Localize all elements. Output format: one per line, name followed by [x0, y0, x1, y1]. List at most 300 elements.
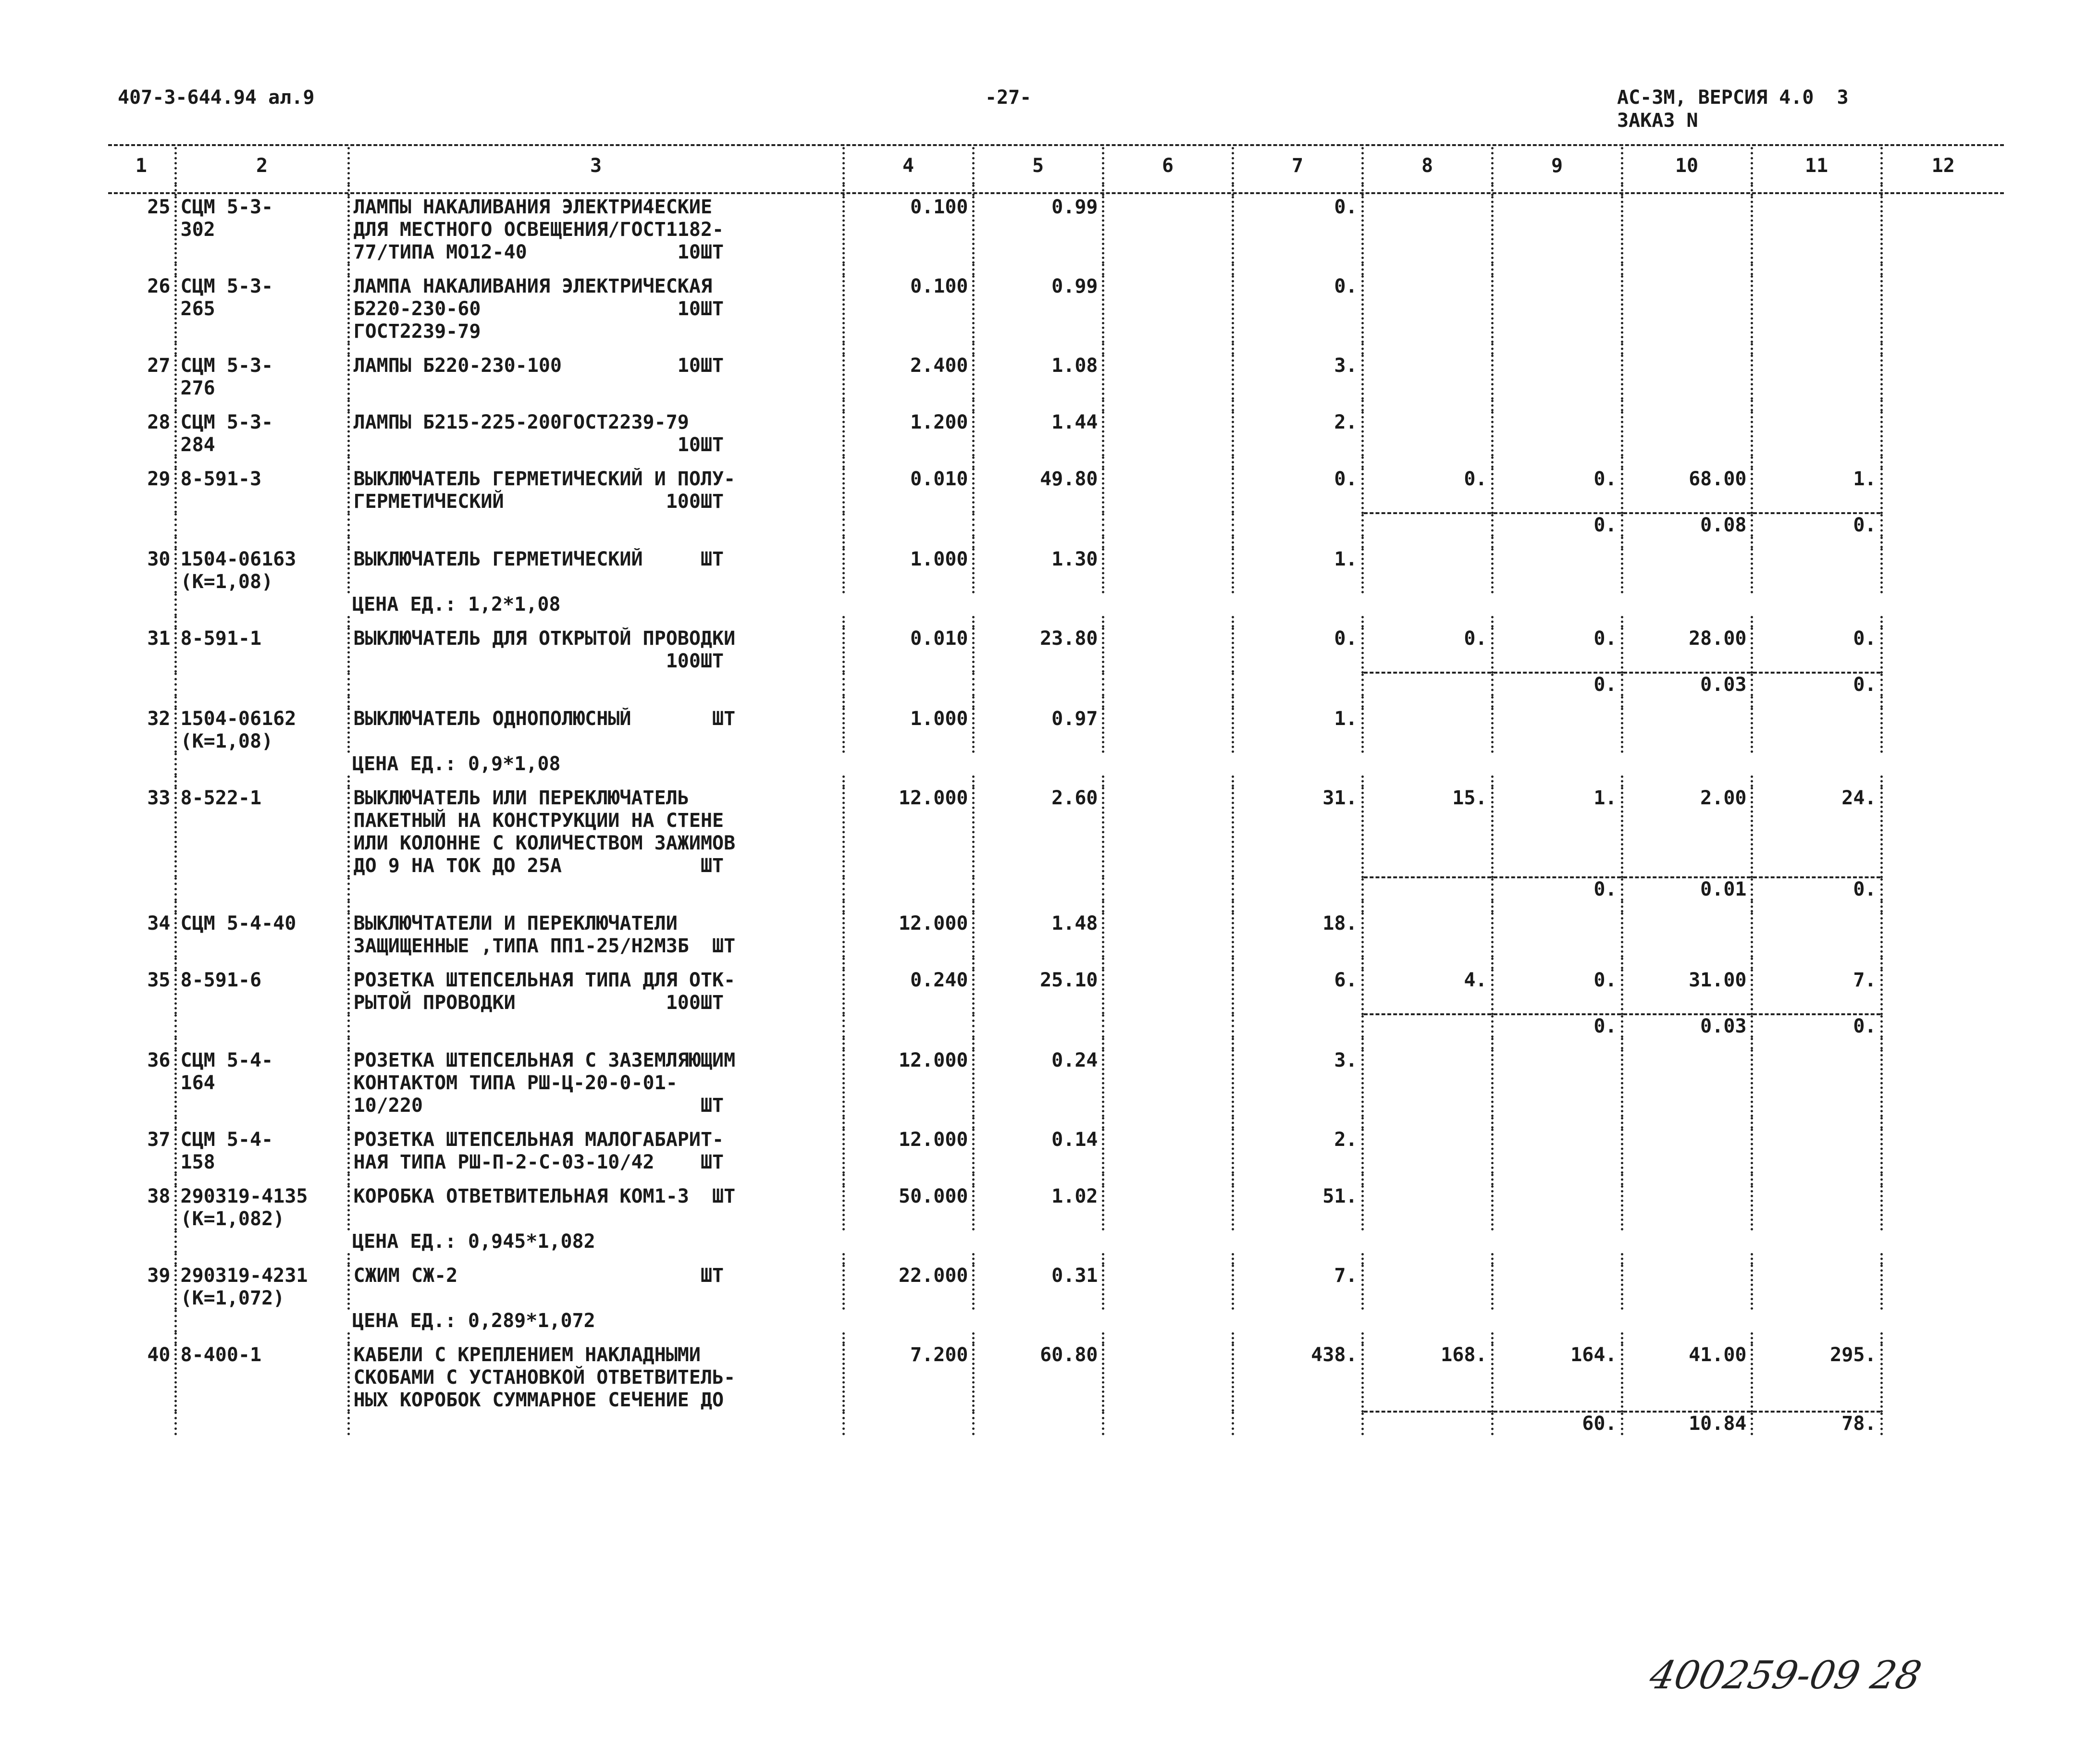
cell-c8	[1362, 708, 1492, 753]
cell-c11	[1752, 912, 1881, 958]
cell-c8	[1362, 355, 1492, 400]
cell-code: СЦМ 5-3- 302	[175, 196, 348, 264]
cell-c4: 12.000	[843, 1129, 973, 1174]
cell-c12	[1881, 1185, 2004, 1230]
cell-n: 34	[147, 912, 171, 935]
cell-c6	[1103, 355, 1233, 400]
cell-c6	[1103, 1344, 1233, 1412]
cell-c12	[1881, 708, 2004, 753]
cell-c12	[1881, 1049, 2004, 1117]
cell-code: 8-591-3	[175, 468, 348, 513]
column-header-row	[108, 147, 2004, 185]
cell-desc: РОЗЕТКА ШТЕПСЕЛЬНАЯ ТИПА ДЛЯ ОТК- РЫТОЙ ПРОВОДКИ 100ШТ	[348, 969, 843, 1014]
cell-c5: 1.44	[973, 411, 1103, 456]
cell-c7: 438.	[1233, 1344, 1362, 1412]
col-header: 5	[973, 147, 1103, 185]
cell-c11: 1.	[1752, 468, 1881, 513]
cell-c11	[1752, 275, 1881, 343]
cell-c9: 1.	[1492, 787, 1622, 877]
cell-c8	[1362, 411, 1492, 456]
top-rule	[108, 144, 2004, 146]
cell-code: 8-400-1	[175, 1344, 348, 1412]
cell-c7: 31.	[1233, 787, 1362, 877]
subcell-c7	[1233, 513, 1362, 537]
unit-price: ЦЕНА ЕД.: 0,9*1,08	[352, 753, 561, 775]
cell-c6	[1103, 411, 1233, 456]
subtotal-row	[108, 1014, 2004, 1038]
subcell-c9: 0.	[1492, 673, 1622, 696]
subcell-n	[108, 1014, 175, 1038]
cell-c10	[1622, 1129, 1752, 1174]
cell-c5: 1.02	[973, 1185, 1103, 1230]
cell-c10	[1622, 275, 1752, 343]
cell-c10: 28.00	[1622, 627, 1752, 673]
cell-c9: 0.	[1492, 627, 1622, 673]
table-row	[108, 355, 2004, 400]
cell-desc: КОРОБКА ОТВЕТВИТЕЛЬНАЯ КОМ1-3 ШТ	[348, 1185, 843, 1230]
cell-code: СЦМ 5-4- 158	[175, 1129, 348, 1174]
cell-c4: 12.000	[843, 912, 973, 958]
subcell-c10: 0.03	[1622, 673, 1752, 696]
subcell-c10: 0.08	[1622, 513, 1752, 537]
cell-c5: 0.24	[973, 1049, 1103, 1117]
row-spacer	[108, 343, 2004, 355]
cell-c10	[1622, 708, 1752, 753]
cell-c7: 7.	[1233, 1265, 1362, 1310]
cell-c6	[1103, 275, 1233, 343]
cell-c11: 24.	[1752, 787, 1881, 877]
cell-c4: 0.100	[843, 196, 973, 264]
cell-c10	[1622, 1049, 1752, 1117]
table-row	[108, 275, 2004, 343]
cell-n: 28	[147, 411, 171, 433]
col-header: 9	[1492, 147, 1622, 185]
cell-c8: 4.	[1362, 969, 1492, 1014]
subcell-c12	[1881, 1014, 2004, 1038]
col-header: 6	[1103, 147, 1233, 185]
row-spacer	[108, 264, 2004, 275]
cell-desc: ЛАМПЫ Б215-225-200ГОСТ2239-79 10ШТ	[348, 411, 843, 456]
cell-c9	[1492, 1265, 1622, 1310]
col-header: 2	[175, 147, 348, 185]
cell-desc: ВЫКЛЮЧАТЕЛЬ ОДНОПОЛЮСНЫЙ ШТ	[348, 708, 843, 753]
cell-n: 29	[147, 468, 171, 490]
cell-desc: ВЫКЛЮЧАТЕЛЬ ГЕРМЕТИЧЕСКИЙ И ПОЛУ- ГЕРМЕТИЧЕСКИЙ 100ШТ	[348, 468, 843, 513]
table-row	[108, 468, 2004, 513]
cell-c9: 164.	[1492, 1344, 1622, 1412]
cell-code: СЦМ 5-4- 164	[175, 1049, 348, 1117]
cell-c8	[1362, 1265, 1492, 1310]
cell-c7: 1.	[1233, 708, 1362, 753]
page-number: -27-	[985, 86, 1032, 109]
table-row	[108, 411, 2004, 456]
subcell-c11: 0.	[1752, 877, 1881, 901]
cell-c6	[1103, 1049, 1233, 1117]
subcell-c8	[1362, 1014, 1492, 1038]
cell-code: 290319-4231 (K=1,072)	[175, 1265, 348, 1310]
subcell-c4	[843, 877, 973, 901]
cell-c7: 0.	[1233, 627, 1362, 673]
subcell-c5	[973, 513, 1103, 537]
cell-c12	[1881, 627, 2004, 673]
cell-c6	[1103, 1129, 1233, 1174]
row-spacer	[108, 901, 2004, 912]
cell-c11: 0.	[1752, 627, 1881, 673]
cell-c5: 23.80	[973, 627, 1103, 673]
cell-c12	[1881, 196, 2004, 264]
cell-c5: 1.48	[973, 912, 1103, 958]
cell-c11	[1752, 1185, 1881, 1230]
cell-c7: 0.	[1233, 468, 1362, 513]
cell-c6	[1103, 1185, 1233, 1230]
cell-c6	[1103, 548, 1233, 593]
cell-code: СЦМ 5-3- 276	[175, 355, 348, 400]
cell-c11: 7.	[1752, 969, 1881, 1014]
subcell-code	[175, 1412, 348, 1435]
cell-c4: 1.200	[843, 411, 973, 456]
cell-c7: 51.	[1233, 1185, 1362, 1230]
cell-c10	[1622, 912, 1752, 958]
cell-c6	[1103, 627, 1233, 673]
cell-n: 30	[147, 548, 171, 570]
subcell-c5	[973, 1014, 1103, 1038]
cell-c11	[1752, 196, 1881, 264]
cell-c7: 0.	[1233, 196, 1362, 264]
cell-c4: 1.000	[843, 548, 973, 593]
system-version: АС-3М, ВЕРСИЯ 4.0 3	[1617, 86, 1849, 109]
cell-c11	[1752, 411, 1881, 456]
cell-n: 32	[147, 708, 171, 730]
subcell-c4	[843, 513, 973, 537]
subcell-c7	[1233, 877, 1362, 901]
cell-c10	[1622, 1265, 1752, 1310]
cell-c5: 49.80	[973, 468, 1103, 513]
col-header: 3	[348, 147, 843, 185]
cell-c4: 7.200	[843, 1344, 973, 1412]
cell-c9: 0.	[1492, 969, 1622, 1014]
cell-c5: 0.99	[973, 196, 1103, 264]
cell-c5: 1.30	[973, 548, 1103, 593]
cell-c6	[1103, 787, 1233, 877]
cell-n: 26	[147, 275, 171, 297]
cell-c9	[1492, 1129, 1622, 1174]
cell-c8	[1362, 1185, 1492, 1230]
cell-c7: 3.	[1233, 1049, 1362, 1117]
table-row	[108, 708, 2004, 753]
cell-c7: 18.	[1233, 912, 1362, 958]
subcell-c10: 0.01	[1622, 877, 1752, 901]
subcell-desc	[348, 513, 843, 537]
cell-c4: 0.010	[843, 627, 973, 673]
subcell-c10: 10.84	[1622, 1412, 1752, 1435]
cell-c6	[1103, 969, 1233, 1014]
row-spacer	[108, 1174, 2004, 1185]
cell-code: 8-591-6	[175, 969, 348, 1014]
cell-c10	[1622, 548, 1752, 593]
cell-c11	[1752, 1265, 1881, 1310]
cell-c6	[1103, 912, 1233, 958]
cell-c5: 1.08	[973, 355, 1103, 400]
table-row	[108, 627, 2004, 673]
subcell-n	[108, 673, 175, 696]
subcell-c11: 0.	[1752, 1014, 1881, 1038]
unit-price: ЦЕНА ЕД.: 1,2*1,08	[352, 593, 561, 615]
cell-c5: 2.60	[973, 787, 1103, 877]
cell-c6	[1103, 196, 1233, 264]
cell-c10	[1622, 411, 1752, 456]
cell-c4: 12.000	[843, 787, 973, 877]
subcell-c5	[973, 1412, 1103, 1435]
row-spacer	[108, 1038, 2004, 1049]
cell-c12	[1881, 1265, 2004, 1310]
row-spacer	[108, 958, 2004, 969]
row-spacer	[108, 400, 2004, 411]
subcell-c7	[1233, 1412, 1362, 1435]
cell-n: 36	[147, 1049, 171, 1071]
cell-desc: ВЫКЛЮЧАТЕЛЬ ДЛЯ ОТКРЫТОЙ ПРОВОДКИ 100ШТ	[348, 627, 843, 673]
cell-desc: РОЗЕТКА ШТЕПСЕЛЬНАЯ МАЛОГАБАРИТ- НАЯ ТИПА РШ-П-2-С-03-10/42 ШТ	[348, 1129, 843, 1174]
cell-n: 31	[147, 627, 171, 650]
cell-c5: 0.97	[973, 708, 1103, 753]
cell-c6	[1103, 468, 1233, 513]
cell-desc: ЛАМПЫ Б220-230-100 10ШТ	[348, 355, 843, 400]
subcell-n	[108, 513, 175, 537]
subcell-code	[175, 877, 348, 901]
subcell-desc	[348, 1412, 843, 1435]
cell-c11	[1752, 708, 1881, 753]
subcell-c4	[843, 1412, 973, 1435]
subcell-c11: 0.	[1752, 513, 1881, 537]
cell-n: 25	[147, 196, 171, 218]
cell-c8	[1362, 1049, 1492, 1117]
subcell-c9: 0.	[1492, 513, 1622, 537]
unit-price: ЦЕНА ЕД.: 0,289*1,072	[352, 1310, 595, 1332]
cell-c7: 1.	[1233, 548, 1362, 593]
cell-c7: 2.	[1233, 1129, 1362, 1174]
cell-c9	[1492, 708, 1622, 753]
unit-price-row	[108, 1310, 2004, 1332]
cell-code: СЦМ 5-3- 284	[175, 411, 348, 456]
subcell-c12	[1881, 513, 2004, 537]
cell-c12	[1881, 355, 2004, 400]
cell-c8	[1362, 912, 1492, 958]
subcell-code	[175, 673, 348, 696]
cell-code: 8-522-1	[175, 787, 348, 877]
col-header: 1	[135, 154, 147, 177]
subtotal-row	[108, 673, 2004, 696]
table-row	[108, 1185, 2004, 1230]
cell-c12	[1881, 275, 2004, 343]
subcell-n	[108, 877, 175, 901]
col-header: 8	[1362, 147, 1492, 185]
row-spacer	[108, 1253, 2004, 1265]
cell-code: СЦМ 5-3- 265	[175, 275, 348, 343]
cell-c5: 0.31	[973, 1265, 1103, 1310]
cell-c9	[1492, 275, 1622, 343]
cell-c12	[1881, 787, 2004, 877]
table-row	[108, 1265, 2004, 1310]
cell-n: 37	[147, 1129, 171, 1151]
table-row	[108, 1344, 2004, 1412]
subcell-c8	[1362, 673, 1492, 696]
row-spacer	[108, 696, 2004, 708]
cell-c10: 68.00	[1622, 468, 1752, 513]
table-row	[108, 969, 2004, 1014]
cell-c10: 2.00	[1622, 787, 1752, 877]
cell-c9	[1492, 548, 1622, 593]
cell-c6	[1103, 708, 1233, 753]
cell-c10: 31.00	[1622, 969, 1752, 1014]
col-header: 7	[1233, 147, 1362, 185]
estimate-table	[108, 147, 2004, 1435]
row-spacer	[108, 1117, 2004, 1129]
cell-c9	[1492, 1049, 1622, 1117]
cell-c11	[1752, 548, 1881, 593]
col-header: 10	[1622, 147, 1752, 185]
cell-c8: 15.	[1362, 787, 1492, 877]
cell-c8	[1362, 1129, 1492, 1174]
cell-c10	[1622, 196, 1752, 264]
cell-code: 1504-06163 (K=1,08)	[175, 548, 348, 593]
cell-c7: 3.	[1233, 355, 1362, 400]
cell-c11: 295.	[1752, 1344, 1881, 1412]
cell-c12	[1881, 1344, 2004, 1412]
cell-c5: 0.99	[973, 275, 1103, 343]
subcell-c4	[843, 1014, 973, 1038]
cell-n: 27	[147, 355, 171, 377]
row-spacer	[108, 456, 2004, 468]
table-row	[108, 912, 2004, 958]
subcell-c6	[1103, 1014, 1233, 1038]
subcell-desc	[348, 1014, 843, 1038]
cell-desc: ВЫКЛЮЧТАТЕЛИ И ПЕРЕКЛЮЧАТЕЛИ ЗАЩИЩЕННЫЕ ,ТИПА ПП1-25/Н2М3Б ШТ	[348, 912, 843, 958]
cell-c4: 50.000	[843, 1185, 973, 1230]
subcell-c5	[973, 877, 1103, 901]
table-row	[108, 787, 2004, 877]
subcell-code	[175, 1014, 348, 1038]
cell-c7: 2.	[1233, 411, 1362, 456]
cell-c8	[1362, 275, 1492, 343]
row-spacer	[108, 616, 2004, 627]
subcell-c9: 0.	[1492, 1014, 1622, 1038]
subcell-c8	[1362, 877, 1492, 901]
subcell-c7	[1233, 1014, 1362, 1038]
subcell-n	[108, 1412, 175, 1435]
row-spacer	[108, 537, 2004, 548]
unit-price-row	[108, 753, 2004, 775]
row-spacer	[108, 185, 2004, 196]
handwritten-signature: 400259-09 28	[1646, 1653, 1926, 1697]
cell-desc: ВЫКЛЮЧАТЕЛЬ ИЛИ ПЕРЕКЛЮЧАТЕЛЬ ПАКЕТНЫЙ НА КОНСТРУКЦИИ НА СТЕНЕ ИЛИ КОЛОННЕ С КОЛИЧЕСТВОМ ЗАЖИМОВ ДО 9 НА ТОК ДО 25А ШТ	[348, 787, 843, 877]
doc-code: 407-3-644.94 ал.9	[118, 86, 315, 109]
cell-c9	[1492, 196, 1622, 264]
subcell-desc	[348, 673, 843, 696]
subcell-c6	[1103, 877, 1233, 901]
cell-desc: ВЫКЛЮЧАТЕЛЬ ГЕРМЕТИЧЕСКИЙ ШТ	[348, 548, 843, 593]
cell-c10	[1622, 355, 1752, 400]
cell-c8	[1362, 548, 1492, 593]
cell-c6	[1103, 1265, 1233, 1310]
cell-desc: ЛАМПА НАКАЛИВАНИЯ ЭЛЕКТРИЧЕСКАЯ Б220-230-60 10ШТ ГОСТ2239-79	[348, 275, 843, 343]
cell-c9	[1492, 1185, 1622, 1230]
cell-c8: 0.	[1362, 468, 1492, 513]
cell-n: 39	[147, 1265, 171, 1287]
subcell-c9: 0.	[1492, 877, 1622, 901]
cell-c9	[1492, 912, 1622, 958]
cell-c12	[1881, 468, 2004, 513]
col-header: 4	[843, 147, 973, 185]
order-label: ЗАКАЗ N	[1617, 110, 1698, 132]
cell-desc: ЛАМПЫ НАКАЛИВАНИЯ ЭЛЕКТРИ4ЕСКИЕ ДЛЯ МЕСТНОГО ОСВЕЩЕНИЯ/ГОСТ1182- 77/ТИПА МО12-40 10ШТ	[348, 196, 843, 264]
cell-c9	[1492, 411, 1622, 456]
cell-c12	[1881, 969, 2004, 1014]
row-spacer	[108, 1332, 2004, 1344]
unit-price-row	[108, 593, 2004, 616]
row-spacer	[108, 775, 2004, 787]
subcell-code	[175, 513, 348, 537]
subtotal-row	[108, 877, 2004, 901]
cell-c10: 41.00	[1622, 1344, 1752, 1412]
cell-desc: СЖИМ СЖ-2 ШТ	[348, 1265, 843, 1310]
table-row	[108, 1129, 2004, 1174]
cell-n: 40	[147, 1344, 171, 1366]
subcell-c8	[1362, 513, 1492, 537]
subcell-c7	[1233, 673, 1362, 696]
cell-c7: 6.	[1233, 969, 1362, 1014]
cell-code: 290319-4135 (K=1,082)	[175, 1185, 348, 1230]
cell-c4: 2.400	[843, 355, 973, 400]
cell-code: 8-591-1	[175, 627, 348, 673]
cell-code: СЦМ 5-4-40	[175, 912, 348, 958]
subcell-desc	[348, 877, 843, 901]
cell-c12	[1881, 411, 2004, 456]
cell-c11	[1752, 355, 1881, 400]
cell-c8: 0.	[1362, 627, 1492, 673]
cell-c10	[1622, 1185, 1752, 1230]
subcell-c9: 60.	[1492, 1412, 1622, 1435]
subcell-c5	[973, 673, 1103, 696]
subcell-c6	[1103, 673, 1233, 696]
table-row	[108, 196, 2004, 264]
subcell-c8	[1362, 1412, 1492, 1435]
cell-c7: 0.	[1233, 275, 1362, 343]
subcell-c11: 78.	[1752, 1412, 1881, 1435]
subcell-c12	[1881, 1412, 2004, 1435]
cell-desc: РОЗЕТКА ШТЕПСЕЛЬНАЯ С ЗАЗЕМЛЯЮЩИМ КОНТАКТОМ ТИПА РШ-Ц-20-0-01- 10/220 ШТ	[348, 1049, 843, 1117]
subtotal-row	[108, 513, 2004, 537]
unit-price: ЦЕНА ЕД.: 0,945*1,082	[352, 1230, 595, 1253]
cell-c5: 0.14	[973, 1129, 1103, 1174]
col-header: 11	[1752, 147, 1881, 185]
cell-c5: 25.10	[973, 969, 1103, 1014]
subcell-c6	[1103, 1412, 1233, 1435]
cell-c9	[1492, 355, 1622, 400]
cell-c5: 60.80	[973, 1344, 1103, 1412]
cell-n: 38	[147, 1185, 171, 1207]
subcell-c11: 0.	[1752, 673, 1881, 696]
subcell-c10: 0.03	[1622, 1014, 1752, 1038]
cell-c4: 22.000	[843, 1265, 973, 1310]
cell-c4: 0.100	[843, 275, 973, 343]
cell-c12	[1881, 548, 2004, 593]
subcell-c4	[843, 673, 973, 696]
subcell-c12	[1881, 673, 2004, 696]
cell-c4: 0.010	[843, 468, 973, 513]
col-header: 12	[1881, 147, 2004, 185]
cell-desc: КАБЕЛИ С КРЕПЛЕНИЕМ НАКЛАДНЫМИ СКОБАМИ С УСТАНОВКОЙ ОТВЕТВИТЕЛЬ- НЫХ КОРОБОК СУММАРНОЕ СЕЧЕНИЕ ДО	[348, 1344, 843, 1412]
table-row	[108, 1049, 2004, 1117]
cell-code: 1504-06162 (K=1,08)	[175, 708, 348, 753]
